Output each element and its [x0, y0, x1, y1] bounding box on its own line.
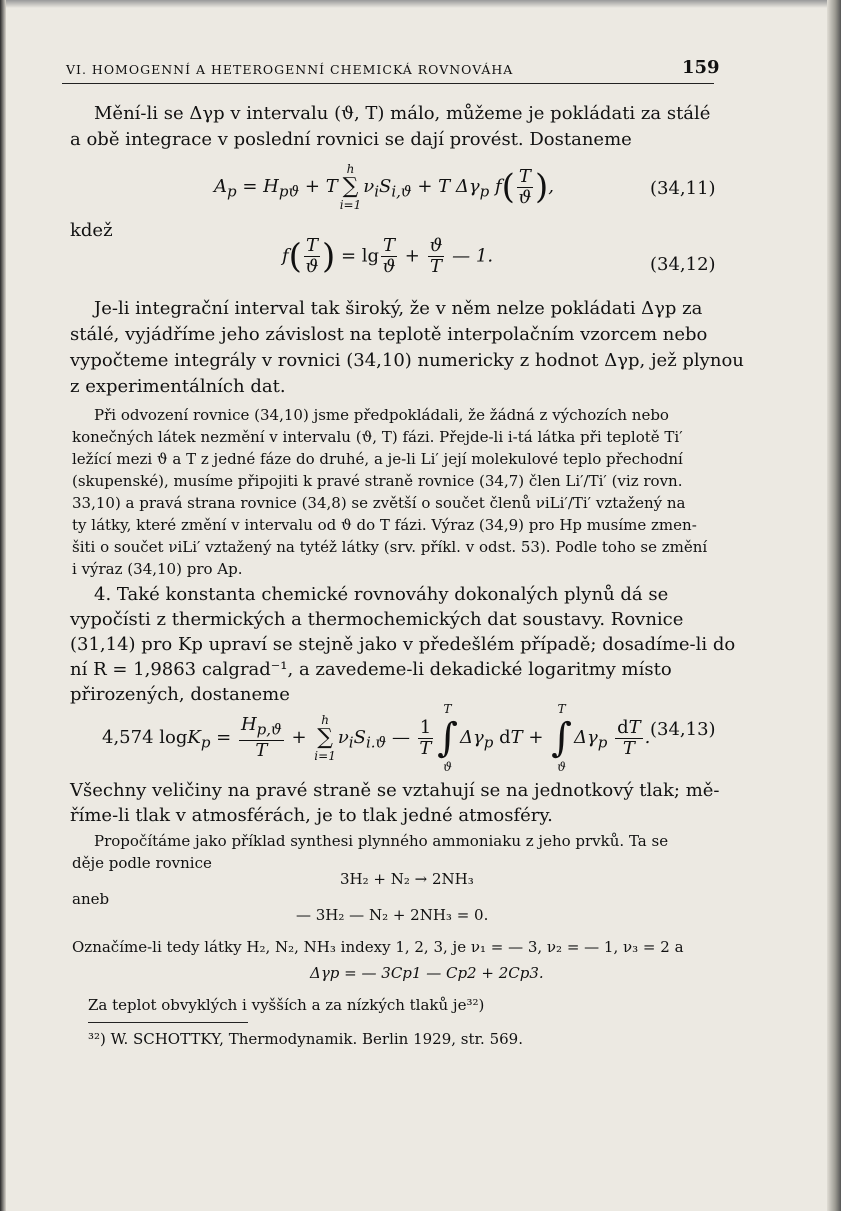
reaction-equation: — 3H₂ — N₂ + 2NH₃ = 0.: [296, 906, 489, 924]
small-text-line: Za teplot obvyklých i vyšších a za nízkých tlaků je³²): [88, 996, 485, 1014]
text-line: (31,14) pro Kp upraví se stejně jako v předešlém případě; dosadíme-li do: [70, 634, 736, 655]
small-text-line: Při odvození rovnice (34,10) jsme předpokládali, že žádná z výchozích nebo: [94, 406, 669, 424]
page-right-edge: [827, 0, 841, 1211]
text-line: 4. Také konstanta chemické rovnováhy dokonalých plynů dá se: [94, 584, 669, 605]
equation-number: (34,12): [650, 254, 716, 275]
small-text-line: ležící mezi ϑ a T z jedné fáze do druhé, a je-li Li′ její molekulové teplo přechodní: [72, 450, 683, 468]
small-text-line: i výraz (34,10) pro Ap.: [72, 560, 243, 578]
footnote: ³²) W. SCHOTTKY, Thermodynamik. Berlin 1929, str. 569.: [88, 1030, 523, 1048]
equation-34-13: 4,574 logK$_p$ = $\frac{H_{p,ϑ}}{T}$ + h ∑ i=1 $\nu_iS_{i.ϑ}$ — $\frac{1}{T}$ T ∫ ϑ $\Delta\gamma_p$ dT + T ∫ ϑ $\Delta\gamma_p$ $\frac{dT}{T}$ .: [102, 702, 651, 774]
equation-number: (34,11): [650, 178, 716, 199]
small-text-line: (skupenské), musíme připojiti k pravé straně rovnice (34,7) člen Li′/Ti′ (viz rovn.: [72, 472, 683, 490]
equation-number: (34,13): [650, 719, 716, 740]
text-line: kdež: [70, 220, 113, 241]
running-title: VI. HOMOGENNÍ A HETEROGENNÍ CHEMICKÁ ROVNOVÁHA: [66, 62, 514, 77]
text-line: vypočísti z thermických a thermochemických dat soustavy. Rovnice: [70, 609, 684, 630]
text-line: vypočteme integrály v rovnici (34,10) numericky z hodnot Δγp, jež plynou: [70, 350, 744, 371]
small-text-line: ty látky, které změní v intervalu od ϑ do T fázi. Výraz (34,9) pro Hp musíme zmen-: [72, 516, 697, 534]
reaction-equation: 3H₂ + N₂ → 2NH₃: [340, 870, 474, 888]
page-top-shadow: [0, 0, 841, 8]
header-rule: [62, 83, 714, 84]
page-number: 159: [682, 57, 720, 78]
small-text-line: konečných látek nezmění v intervalu (ϑ, T) fázi. Přejde-li i-tá látka při teplotě Ti′: [72, 428, 683, 446]
text-line: Je-li integrační interval tak široký, že v něm nelze pokládati Δγp za: [94, 298, 703, 319]
equation-34-12: f( $\frac{T}{ϑ}$ ) = lg $\frac{T}{ϑ}$ + $\frac{ϑ}{T}$ — 1.: [282, 235, 494, 277]
equation-34-11: $A_p = H_{pϑ} + T$ h ∑ i=1 $\nu_iS_{i,ϑ} + T$ $\Delta\gamma_p$ f( $\frac{T}{ϑ}$ ),: [214, 162, 554, 212]
text-line: z experimentálních dat.: [70, 376, 286, 397]
text-line: říme-li tlak v atmosférách, je to tlak jedné atmosféry.: [70, 805, 553, 826]
text-line: Všechny veličiny na pravé straně se vztahují se na jednotkový tlak; mě-: [70, 780, 720, 801]
small-text-line: Označíme-li tedy látky H₂, N₂, NH₃ indexy 1, 2, 3, je ν₁ = — 3, ν₂ = — 1, ν₃ = 2 a: [72, 938, 684, 956]
equation-delta-gamma: Δγp = — 3Cp1 — Cp2 + 2Cp3.: [310, 964, 544, 982]
text-line: a obě integrace v poslední rovnici se dají provést. Dostaneme: [70, 129, 632, 150]
page-left-edge: [0, 0, 6, 1211]
small-text-line: aneb: [72, 890, 110, 908]
small-text-line: děje podle rovnice: [72, 854, 212, 872]
text-line: přirozených, dostaneme: [70, 684, 290, 705]
text-line: Mění-li se Δγp v intervalu (ϑ, T) málo, můžeme je pokládati za stálé: [94, 103, 711, 124]
small-text-line: Propočítáme jako příklad synthesi plynného ammoniaku z jeho prvků. Ta se: [94, 832, 669, 850]
text-line: ní R = 1,9863 calgrad⁻¹, a zavedeme-li dekadické logaritmy místo: [70, 659, 672, 680]
text-line: stálé, vyjádříme jeho závislost na teplotě interpolačním vzorcem nebo: [70, 324, 708, 345]
footnote-rule: [88, 1022, 248, 1023]
small-text-line: 33,10) a pravá strana rovnice (34,8) se zvětší o součet členů νiLi′/Ti′ vztažený na: [72, 494, 686, 512]
small-text-line: šiti o součet νiLi′ vztažený na tytéž látky (srv. příkl. v odst. 53). Podle toho se změní: [72, 538, 708, 556]
